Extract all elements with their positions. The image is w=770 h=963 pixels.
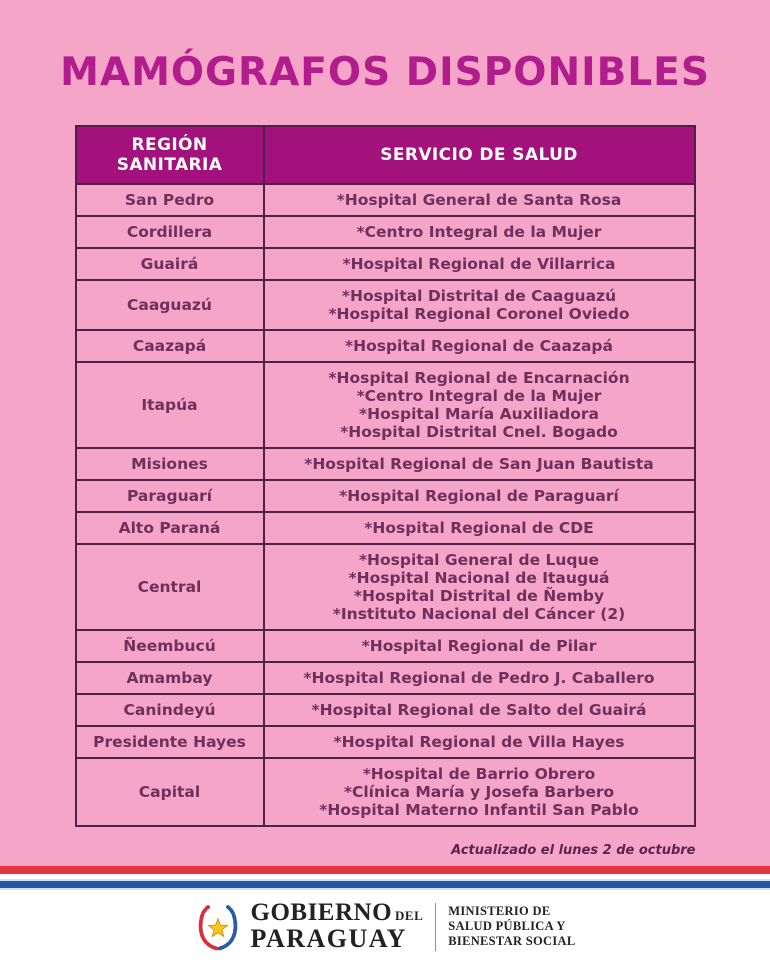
service-line: *Hospital Distrital Cnel. Bogado (340, 423, 618, 441)
services-cell (264, 726, 695, 758)
service-line: *Hospital Regional de San Juan Bautista (304, 455, 654, 473)
region-cell: Cordillera (76, 216, 264, 248)
services-cell (264, 662, 695, 694)
service-line: *Hospital Distrital de Caaguazú (341, 287, 617, 305)
services-cell (264, 362, 695, 448)
ministry-name (448, 904, 575, 949)
table-row (76, 184, 695, 216)
service-line: *Hospital Materno Infantil San Pablo (319, 801, 639, 819)
services-cell (264, 280, 695, 330)
service-line: *Hospital General de Santa Rosa (336, 191, 622, 209)
table-row (76, 726, 695, 758)
table-row (76, 216, 695, 248)
gobierno-del-paraguay-wordmark (251, 900, 424, 952)
table-header-row (76, 126, 695, 184)
paraguay-government-logo (195, 898, 424, 956)
service-line: *Hospital Distrital de Ñemby (353, 587, 605, 605)
table-row (76, 758, 695, 826)
service-line: *Clínica María y Josefa Barbero (343, 783, 615, 801)
service-line: *Hospital Regional de Villarrica (342, 255, 616, 273)
updated-note: Actualizado el lunes 2 de octubre (451, 843, 696, 858)
services-cell (264, 630, 695, 662)
service-line: *Hospital General de Luque (358, 551, 600, 569)
region-cell: San Pedro (76, 184, 264, 216)
table-row (76, 448, 695, 480)
table-row (76, 662, 695, 694)
table-row (76, 544, 695, 630)
service-line: *Hospital Regional de Salto del Guairá (311, 701, 647, 719)
service-line: *Hospital María Auxiliadora (359, 405, 599, 423)
service-line: *Hospital Regional de Pedro J. Caballero (303, 669, 655, 687)
service-line: *Hospital Regional de Pilar (361, 637, 597, 655)
region-cell: Capital (76, 758, 264, 826)
ministry-line-2: SALUD PÚBLICA Y (448, 919, 566, 933)
services-cell (264, 480, 695, 512)
service-line: *Instituto Nacional del Cáncer (2) (332, 605, 626, 623)
table-row (76, 362, 695, 448)
service-line: *Hospital Regional de Paraguarí (339, 487, 619, 505)
service-line: *Hospital Nacional de Itauguá (348, 569, 610, 587)
region-cell: Caaguazú (76, 280, 264, 330)
region-cell: Central (76, 544, 264, 630)
services-cell (264, 512, 695, 544)
service-line: *Hospital Regional de Caazapá (345, 337, 613, 355)
table-body (76, 184, 695, 826)
region-cell: Amambay (76, 662, 264, 694)
region-cell: Misiones (76, 448, 264, 480)
services-cell (264, 216, 695, 248)
flag-stripe-red (0, 866, 770, 874)
paraguay-text: PARAGUAY (250, 923, 407, 953)
flag-stripe-blue (0, 881, 770, 888)
gobierno-text: GOBIERNO (250, 899, 393, 927)
table-row (76, 630, 695, 662)
region-cell: Caazapá (76, 330, 264, 362)
services-cell (264, 694, 695, 726)
government-footer (0, 890, 770, 963)
ministry-line-3: BIENESTAR SOCIAL (448, 934, 576, 948)
service-line: *Hospital Regional de CDE (364, 519, 594, 537)
table-row (76, 694, 695, 726)
logo-divider (435, 903, 436, 951)
region-cell: Canindeyú (76, 694, 264, 726)
star-icon (208, 918, 227, 936)
region-cell: Presidente Hayes (76, 726, 264, 758)
table-row (76, 248, 695, 280)
region-cell: Alto Paraná (76, 512, 264, 544)
del-text: DEL (395, 908, 424, 924)
table-row (76, 480, 695, 512)
paraguay-wreath-icon (195, 898, 241, 956)
region-cell: Itapúa (76, 362, 264, 448)
header-region-sanitaria: REGIÓN SANITARIA (76, 126, 264, 184)
mammograph-table (75, 125, 696, 827)
service-line: *Hospital Regional Coronel Oviedo (328, 305, 630, 323)
service-line: *Centro Integral de la Mujer (356, 387, 602, 405)
page-title: MAMÓGRAFOS DISPONIBLES (60, 50, 710, 95)
services-cell (264, 184, 695, 216)
header-servicio-de-salud: SERVICIO DE SALUD (264, 126, 695, 184)
region-cell: Paraguarí (76, 480, 264, 512)
table-row (76, 280, 695, 330)
table-row (76, 512, 695, 544)
service-line: *Centro Integral de la Mujer (356, 223, 602, 241)
region-cell: Ñeembucú (76, 630, 264, 662)
service-line: *Hospital Regional de Encarnación (328, 369, 630, 387)
service-line: *Hospital Regional de Villa Hayes (333, 733, 625, 751)
services-cell (264, 248, 695, 280)
ministry-line-1: MINISTERIO DE (448, 904, 551, 918)
services-cell (264, 448, 695, 480)
region-cell: Guairá (76, 248, 264, 280)
table-row (76, 330, 695, 362)
services-cell (264, 758, 695, 826)
services-cell (264, 330, 695, 362)
service-line: *Hospital de Barrio Obrero (362, 765, 596, 783)
services-cell (264, 544, 695, 630)
